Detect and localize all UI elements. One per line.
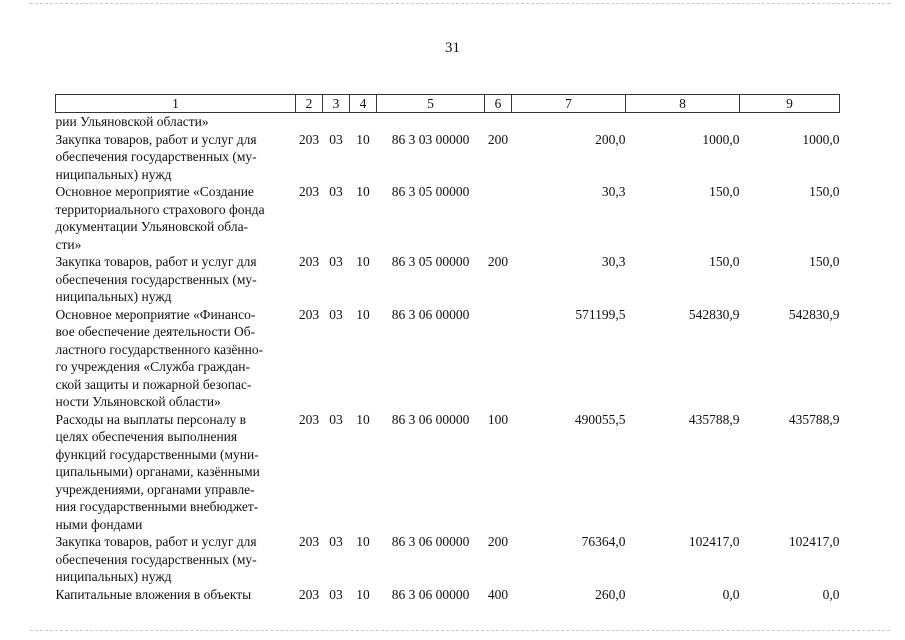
cell-target-article: 86 3 05 00000 (391, 184, 470, 199)
cell-amount-col8: 435788,9 (688, 411, 740, 427)
description-line: ниципальных) нужд (55, 569, 172, 584)
row-description (56, 411, 296, 534)
page-number: 31 (445, 40, 460, 56)
cell-subsection: 03 (329, 306, 343, 322)
cell-expense-type: 200 (487, 131, 509, 147)
cell-code-4: 10 (356, 586, 370, 602)
col-header-7: 7 (512, 95, 626, 113)
cell-expense-type: 200 (487, 254, 509, 269)
col-header-3: 3 (323, 95, 350, 113)
cell-section: 203 (298, 184, 320, 199)
description-line: ципальными) органами, казёнными (55, 464, 260, 479)
cell-subsection: 03 (329, 131, 343, 147)
description-line: Основное мероприятие «Создание (55, 184, 254, 199)
cell-amount-col7 (512, 113, 626, 131)
cell-code-4: 10 (356, 184, 370, 199)
description-line: документации Ульяновской обла- (55, 219, 249, 234)
cell-subsection (323, 113, 350, 131)
cell-expense-type: 200 (487, 534, 509, 549)
cell-section: 203 (298, 586, 320, 602)
cell-code-4: 10 (356, 534, 370, 549)
cell-expense-type (485, 183, 512, 253)
cell-amount-col8 (626, 113, 740, 131)
cell-amount-col7: 490055,5 (574, 411, 626, 427)
cell-amount-col9 (740, 113, 840, 131)
table-row (56, 131, 840, 184)
description-line: сти» (55, 236, 82, 252)
cell-target-article: 86 3 06 00000 (391, 586, 470, 602)
table-row (56, 533, 840, 586)
description-line: функций государственными (муни- (55, 446, 259, 462)
cell-section: 203 (298, 131, 320, 147)
cell-expense-type (485, 306, 512, 411)
cell-section (296, 113, 323, 131)
description-line: целях обеспечения выполнения (55, 429, 238, 444)
description-line: рии Ульяновской области» (55, 114, 209, 129)
cell-amount-col7: 571199,5 (575, 306, 626, 322)
description-line: вое обеспечение деятельности Об- (55, 324, 256, 339)
cell-amount-col7: 260,0 (595, 586, 626, 602)
cell-target-article: 86 3 05 00000 (391, 254, 470, 269)
description-line: Капитальные вложения в объекты (55, 586, 252, 602)
cell-amount-col9: 1000,0 (802, 131, 840, 147)
cell-code-4 (350, 113, 377, 131)
description-line: ластного государственного казённо- (55, 341, 264, 357)
cell-target-article (377, 113, 485, 131)
table-row (56, 306, 840, 411)
row-description (56, 183, 296, 253)
cell-amount-col8: 102417,0 (688, 534, 740, 549)
cell-amount-col9: 102417,0 (788, 534, 840, 549)
description-line: обеспечения государственных (му- (55, 149, 257, 164)
table-row (56, 183, 840, 253)
col-header-5: 5 (377, 95, 485, 113)
cell-expense-type: 100 (487, 411, 509, 427)
description-line: ности Ульяновской области» (55, 394, 221, 409)
description-line: ния государственными внебюджет- (55, 499, 259, 514)
description-line: Расходы на выплаты персоналу в (55, 411, 246, 427)
cell-amount-col8: 0,0 (722, 586, 740, 602)
top-edge-line (30, 3, 890, 4)
cell-target-article: 86 3 03 00000 (391, 131, 470, 147)
cell-code-4: 10 (356, 411, 370, 427)
col-header-9: 9 (740, 95, 840, 113)
table-row (56, 411, 840, 534)
description-line: ниципальных) нужд (55, 166, 172, 182)
cell-amount-col7: 76364,0 (581, 534, 626, 549)
col-header-8: 8 (626, 95, 740, 113)
cell-amount-col9: 542830,9 (788, 306, 840, 322)
cell-subsection: 03 (329, 184, 343, 199)
row-description (56, 113, 296, 131)
cell-amount-col7: 200,0 (595, 131, 626, 147)
cell-section: 203 (298, 254, 320, 269)
description-line: го учреждения «Служба граждан- (55, 359, 250, 374)
cell-amount-col9: 435788,9 (788, 411, 840, 427)
description-line: Закупка товаров, работ и услуг для (55, 534, 257, 549)
cell-amount-col7: 30,3 (601, 254, 626, 269)
table-row (56, 113, 840, 131)
cell-section: 203 (298, 534, 320, 549)
cell-expense-type: 400 (487, 586, 509, 602)
description-line: обеспечения государственных (му- (55, 551, 257, 567)
table-row (56, 253, 840, 306)
cell-subsection: 03 (329, 254, 343, 269)
cell-target-article: 86 3 06 00000 (391, 534, 470, 549)
description-line: Основное мероприятие «Финансо- (55, 306, 256, 322)
description-line: ской защиты и пожарной безопас- (55, 376, 252, 392)
description-line: ниципальных) нужд (55, 289, 172, 304)
table-row (56, 586, 840, 604)
description-line: Закупка товаров, работ и услуг для (55, 254, 257, 269)
header-row (56, 95, 840, 113)
cell-amount-col9: 150,0 (809, 254, 840, 269)
cell-code-4: 10 (356, 131, 370, 147)
row-description (56, 306, 296, 411)
col-header-1: 1 (56, 95, 296, 113)
row-description (56, 533, 296, 586)
cell-target-article: 86 3 06 00000 (391, 411, 470, 427)
cell-amount-col8: 1000,0 (702, 131, 740, 147)
description-line: территориального страхового фонда (55, 201, 265, 217)
cell-amount-col8: 150,0 (709, 184, 740, 199)
cell-section: 203 (298, 411, 320, 427)
row-description (56, 131, 296, 184)
col-header-2: 2 (296, 95, 323, 113)
cell-subsection: 03 (329, 411, 343, 427)
cell-code-4: 10 (356, 306, 370, 322)
row-description (56, 586, 296, 604)
cell-subsection: 03 (329, 586, 343, 602)
cell-amount-col9: 0,0 (822, 586, 840, 602)
cell-amount-col8: 150,0 (709, 254, 740, 269)
description-line: обеспечения государственных (му- (55, 271, 257, 287)
description-line: учреждениями, органами управле- (55, 481, 255, 497)
cell-expense-type (485, 113, 512, 131)
col-header-6: 6 (485, 95, 512, 113)
col-header-4: 4 (350, 95, 377, 113)
cell-subsection: 03 (329, 534, 343, 549)
bottom-edge-line (30, 630, 890, 631)
budget-table (55, 94, 840, 603)
row-description (56, 253, 296, 306)
description-line: ными фондами (55, 516, 143, 532)
description-line: Закупка товаров, работ и услуг для (55, 131, 257, 147)
cell-amount-col7: 30,3 (601, 184, 626, 199)
cell-section: 203 (298, 306, 320, 322)
cell-amount-col9: 150,0 (809, 184, 840, 199)
cell-code-4: 10 (356, 254, 370, 269)
cell-target-article: 86 3 06 00000 (391, 306, 470, 322)
cell-amount-col8: 542830,9 (688, 306, 740, 322)
table-body (56, 113, 840, 604)
